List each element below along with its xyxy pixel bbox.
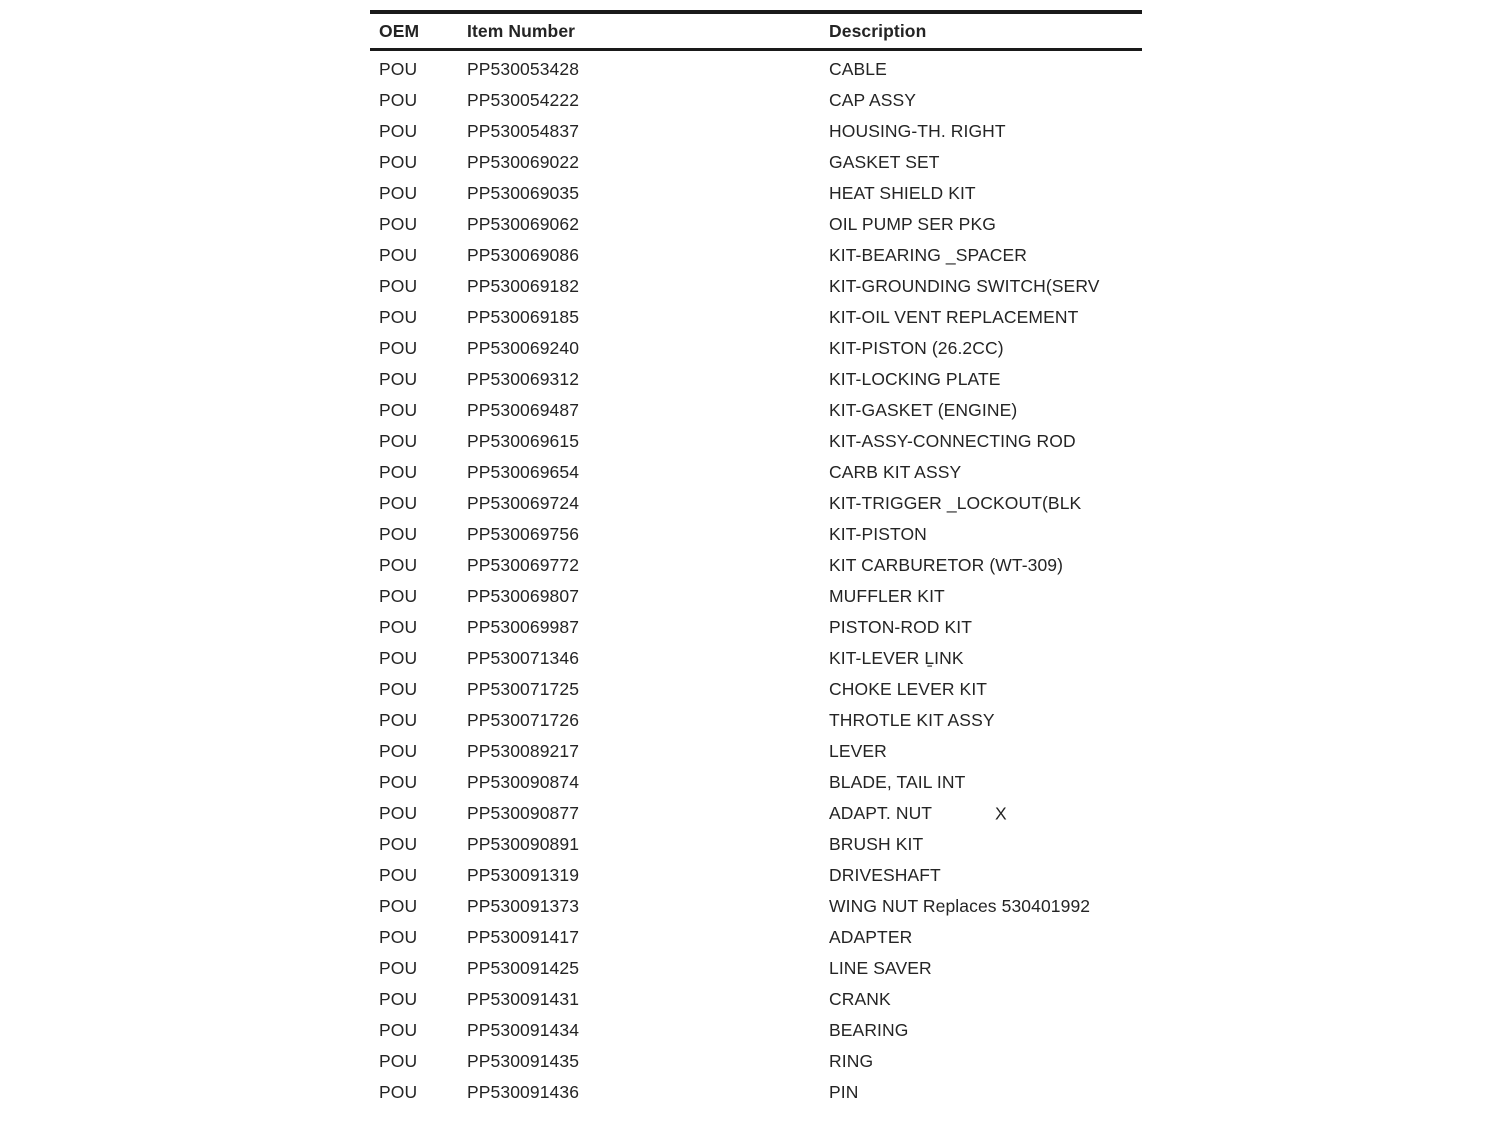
oem-cell: POU — [379, 803, 418, 823]
item-number-cell: PP530069182 — [467, 276, 580, 296]
description-text: GASKET SET — [829, 152, 940, 172]
description-text: CAP ASSY — [829, 90, 917, 110]
description-cell — [829, 612, 1142, 643]
item-number-cell: PP530071346 — [467, 648, 580, 668]
oem-cell: POU — [379, 245, 418, 265]
item-number-cell: PP530069035 — [467, 183, 580, 203]
table-row — [370, 519, 1142, 550]
description-cell — [829, 85, 1142, 116]
table-row — [370, 798, 1142, 829]
header-description: Description — [829, 12, 1142, 50]
oem-cell: POU — [379, 927, 418, 947]
oem-cell: POU — [379, 648, 418, 668]
description-cell — [829, 643, 1142, 674]
item-number-cell: PP530069756 — [467, 524, 580, 544]
oem-cell: POU — [379, 834, 418, 854]
description-text: HEAT SHIELD KIT — [829, 183, 976, 203]
oem-cell: POU — [379, 276, 418, 296]
table-row — [370, 953, 1142, 984]
oem-cell: POU — [379, 555, 418, 575]
item-number-cell: PP530069772 — [467, 555, 580, 575]
table-row — [370, 302, 1142, 333]
table-row — [370, 612, 1142, 643]
description-cell — [829, 798, 1142, 829]
table-row — [370, 116, 1142, 147]
item-number-cell: PP530069807 — [467, 586, 580, 606]
oem-cell: POU — [379, 59, 418, 79]
item-number-cell: PP530090874 — [467, 772, 580, 792]
item-number-cell: PP530054837 — [467, 121, 580, 141]
item-number-cell: PP530069062 — [467, 214, 580, 234]
oem-cell: POU — [379, 524, 418, 544]
description-cell — [829, 488, 1142, 519]
description-text: KIT-PISTON (26.2CC) — [829, 338, 1004, 358]
table-row — [370, 829, 1142, 860]
description-cell — [829, 860, 1142, 891]
table-row — [370, 395, 1142, 426]
x-flag: X — [995, 803, 1007, 823]
item-number-cell: PP530069185 — [467, 307, 580, 327]
description-cell — [829, 1046, 1142, 1077]
description-text: KIT-LOCKING PLATE — [829, 369, 1001, 389]
oem-cell: POU — [379, 369, 418, 389]
description-cell — [829, 364, 1142, 395]
description-cell — [829, 550, 1142, 581]
item-number-cell: PP530091319 — [467, 865, 580, 885]
table-row — [370, 705, 1142, 736]
description-text: LEVER — [829, 741, 887, 761]
table-row — [370, 178, 1142, 209]
description-cell — [829, 1015, 1142, 1046]
oem-cell: POU — [379, 462, 418, 482]
description-text: KIT-GROUNDING SWITCH(SERV — [829, 276, 1100, 296]
description-text: KIT-BEARING _SPACER — [829, 245, 1028, 265]
oem-cell: POU — [379, 586, 418, 606]
oem-cell: POU — [379, 896, 418, 916]
table-row — [370, 426, 1142, 457]
table-row — [370, 457, 1142, 488]
description-text: HOUSING-TH. RIGHT — [829, 121, 1006, 141]
oem-cell: POU — [379, 865, 418, 885]
table-row — [370, 643, 1142, 674]
table-row — [370, 488, 1142, 519]
description-text: KIT-TRIGGER _LOCKOUT(BLK — [829, 493, 1082, 513]
description-text: OIL PUMP SER PKG — [829, 214, 996, 234]
table-row — [370, 1077, 1142, 1108]
table-row — [370, 50, 1142, 86]
description-text: ADAPT. NUT — [829, 803, 933, 823]
oem-cell: POU — [379, 338, 418, 358]
description-cell — [829, 395, 1142, 426]
oem-cell: POU — [379, 493, 418, 513]
description-cell — [829, 147, 1142, 178]
oem-cell: POU — [379, 617, 418, 637]
description-text: CARB KIT ASSY — [829, 462, 962, 482]
oem-cell: POU — [379, 400, 418, 420]
description-text: BEARING — [829, 1020, 909, 1040]
description-text: KIT CARBURETOR (WT-309) — [829, 555, 1064, 575]
description-text: KIT-LEVER ḺINK — [829, 648, 964, 668]
table-row — [370, 984, 1142, 1015]
oem-cell: POU — [379, 1020, 418, 1040]
description-cell — [829, 891, 1142, 922]
table-row — [370, 674, 1142, 705]
description-text: KIT-OIL VENT REPLACEMENT — [829, 307, 1079, 327]
description-text: KIT-PISTON — [829, 524, 927, 544]
description-text: MUFFLER KIT — [829, 586, 945, 606]
description-cell — [829, 271, 1142, 302]
oem-cell: POU — [379, 741, 418, 761]
parts-table — [370, 10, 1142, 1108]
oem-cell: POU — [379, 214, 418, 234]
description-text: WING NUT Replaces 530401992 — [829, 896, 1091, 916]
table-row — [370, 1046, 1142, 1077]
table-row — [370, 85, 1142, 116]
item-number-cell: PP530091373 — [467, 896, 580, 916]
table-row — [370, 860, 1142, 891]
description-text: CABLE — [829, 59, 887, 79]
description-text: KIT-ASSY-CONNECTING ROD — [829, 431, 1076, 451]
description-cell — [829, 1077, 1142, 1108]
item-number-cell: PP530091425 — [467, 958, 580, 978]
description-text: PIN — [829, 1082, 859, 1102]
item-number-cell: PP530069086 — [467, 245, 580, 265]
description-text: DRIVESHAFT — [829, 865, 941, 885]
description-text: BLADE, TAIL INT — [829, 772, 966, 792]
oem-cell: POU — [379, 121, 418, 141]
table-row — [370, 271, 1142, 302]
header-oem: OEM — [370, 12, 467, 50]
description-cell — [829, 240, 1142, 271]
table-row — [370, 581, 1142, 612]
table-row — [370, 736, 1142, 767]
oem-cell: POU — [379, 772, 418, 792]
table-row — [370, 209, 1142, 240]
oem-cell: POU — [379, 431, 418, 451]
table-row — [370, 550, 1142, 581]
item-number-cell: PP530069654 — [467, 462, 580, 482]
description-cell — [829, 209, 1142, 240]
description-cell — [829, 519, 1142, 550]
description-text: LINE SAVER — [829, 958, 932, 978]
item-number-cell: PP530071726 — [467, 710, 580, 730]
header-row — [370, 12, 1142, 50]
description-text: CRANK — [829, 989, 891, 1009]
description-text: THROTLE KIT ASSY — [829, 710, 995, 730]
table-row — [370, 891, 1142, 922]
table-row — [370, 922, 1142, 953]
item-number-cell: PP530069724 — [467, 493, 580, 513]
oem-cell: POU — [379, 1082, 418, 1102]
description-text: PISTON-ROD KIT — [829, 617, 973, 637]
oem-cell: POU — [379, 152, 418, 172]
item-number-cell: PP530090891 — [467, 834, 580, 854]
item-number-cell: PP530053428 — [467, 59, 580, 79]
parts-table-body — [370, 50, 1142, 1109]
item-number-cell: PP530069240 — [467, 338, 580, 358]
description-cell — [829, 767, 1142, 798]
description-cell — [829, 736, 1142, 767]
description-cell — [829, 302, 1142, 333]
table-row — [370, 364, 1142, 395]
description-text: RING — [829, 1051, 874, 1071]
description-cell — [829, 426, 1142, 457]
item-number-cell: PP530091431 — [467, 989, 580, 1009]
item-number-cell: PP530089217 — [467, 741, 580, 761]
header-item-number: Item Number — [467, 12, 829, 50]
item-number-cell: PP530069487 — [467, 400, 580, 420]
oem-cell: POU — [379, 307, 418, 327]
item-number-cell: PP530069987 — [467, 617, 580, 637]
description-text: ADAPTER — [829, 927, 913, 947]
item-number-cell: PP530069312 — [467, 369, 580, 389]
oem-cell: POU — [379, 90, 418, 110]
description-cell — [829, 178, 1142, 209]
description-cell — [829, 457, 1142, 488]
description-text: CHOKE LEVER KIT — [829, 679, 988, 699]
description-cell — [829, 829, 1142, 860]
item-number-cell: PP530091435 — [467, 1051, 580, 1071]
item-number-cell: PP530090877 — [467, 803, 580, 823]
oem-cell: POU — [379, 710, 418, 730]
item-number-cell: PP530091436 — [467, 1082, 580, 1102]
table-row — [370, 240, 1142, 271]
description-text: BRUSH KIT — [829, 834, 924, 854]
item-number-cell: PP530091417 — [467, 927, 580, 947]
item-number-cell: PP530091434 — [467, 1020, 580, 1040]
description-cell — [829, 333, 1142, 364]
item-number-cell: PP530069022 — [467, 152, 580, 172]
description-cell — [829, 674, 1142, 705]
oem-cell: POU — [379, 989, 418, 1009]
oem-cell: POU — [379, 679, 418, 699]
table-row — [370, 767, 1142, 798]
oem-cell: POU — [379, 183, 418, 203]
oem-cell: POU — [379, 1051, 418, 1071]
table-row — [370, 147, 1142, 178]
item-number-cell: PP530069615 — [467, 431, 580, 451]
description-cell — [829, 984, 1142, 1015]
description-cell — [829, 953, 1142, 984]
description-cell — [829, 705, 1142, 736]
parts-list-sheet — [370, 10, 1142, 1108]
item-number-cell: PP530071725 — [467, 679, 580, 699]
description-cell — [829, 116, 1142, 147]
description-cell — [829, 581, 1142, 612]
oem-cell: POU — [379, 958, 418, 978]
table-row — [370, 333, 1142, 364]
description-cell — [829, 922, 1142, 953]
description-text: KIT-GASKET (ENGINE) — [829, 400, 1018, 420]
table-row — [370, 1015, 1142, 1046]
item-number-cell: PP530054222 — [467, 90, 580, 110]
description-cell — [829, 50, 1142, 86]
